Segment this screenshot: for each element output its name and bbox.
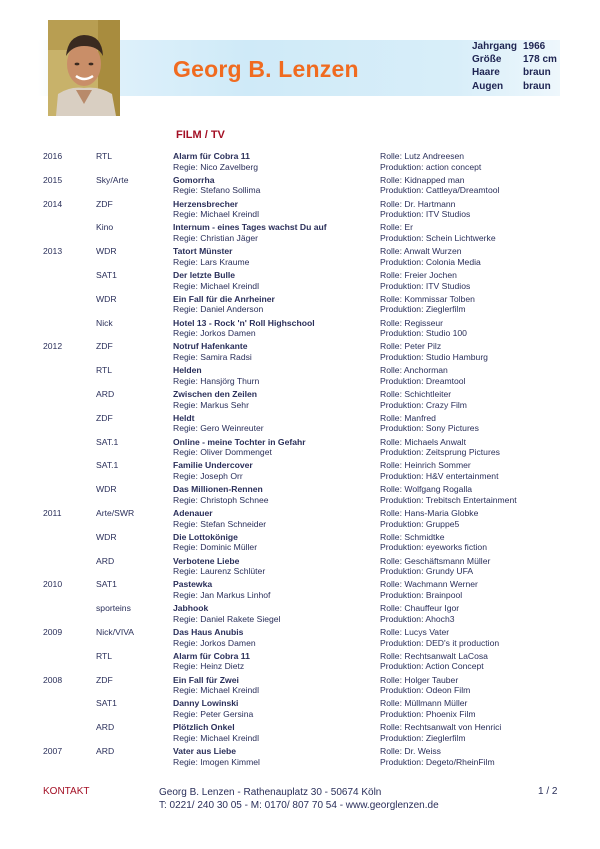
entry-year: 2015: [43, 174, 63, 185]
entry-channel: Kino: [96, 222, 114, 233]
entry-production: Produktion: Action Concept: [380, 661, 484, 672]
entry-director: Regie: Jorkos Damen: [173, 328, 256, 339]
entry-title: Notruf Hafenkante: [173, 341, 248, 352]
fact-row: [472, 66, 557, 79]
entry-role: Rolle: Rechtsanwalt LaCosa: [380, 650, 488, 661]
entry-production: Produktion: Colonia Media: [380, 256, 481, 267]
entry-production: Produktion: Dreamtool: [380, 375, 466, 386]
entry-channel: SAT.1: [96, 436, 119, 447]
entry-year: 2007: [43, 746, 63, 756]
entry-channel: WDR: [96, 531, 117, 542]
entry-production: Produktion: Zieglerfilm: [380, 732, 466, 743]
profile-photo: [48, 20, 120, 116]
entry-year: 2014: [43, 198, 63, 209]
entry-role: Rolle: Hans-Maria Globke: [380, 508, 479, 518]
entry-production: Produktion: ITV Studios: [380, 209, 471, 220]
entry-title: Herzensbrecher: [173, 198, 238, 209]
entry-director: Regie: Samira Radsi: [173, 351, 252, 362]
entry-production: Produktion: Brainpool: [380, 589, 463, 600]
entry-title: Das Millionen-Rennen: [173, 484, 263, 495]
page-number: 1 / 2: [538, 786, 558, 797]
entry-channel: Nick/VIVA: [96, 627, 135, 637]
entry-role: Rolle: Schichtleiter: [380, 389, 452, 399]
entry-title: Plötzlich Onkel: [173, 722, 235, 733]
entry-role: Rolle: Geschäftsmann Müller: [380, 555, 491, 566]
fact-label: Haare: [472, 67, 500, 79]
entry-role: Rolle: Manfred: [380, 412, 436, 423]
entry-channel: SAT1: [96, 698, 117, 709]
entry-production: Produktion: Sony Pictures: [380, 423, 479, 434]
entry-year: 2010: [43, 579, 63, 590]
entry-title: Ein Fall für Zwei: [173, 674, 239, 685]
entry-production: Produktion: Gruppe5: [380, 518, 460, 529]
entry-production: Produktion: Odeon Film: [380, 685, 471, 696]
entry-role: Rolle: Heinrich Sommer: [380, 460, 471, 471]
entry-role: Rolle: Wachmann Werner: [380, 579, 478, 590]
entry-role: Rolle: Freier Jochen: [380, 270, 457, 280]
entry-role: Rolle: Holger Tauber: [380, 674, 459, 685]
entry-title: Zwischen den Zeilen: [173, 389, 258, 399]
entry-title: Das Haus Anubis: [173, 627, 244, 637]
entry-director: Regie: Hansjörg Thurn: [173, 375, 260, 386]
entry-role: Rolle: Müllmann Müller: [380, 698, 468, 709]
fact-label: Größe: [472, 54, 502, 66]
entry-production: Produktion: Zieglerfilm: [380, 304, 466, 315]
entry-director: Regie: Nico Zavelberg: [173, 161, 259, 172]
entry-director: Regie: Heinz Dietz: [173, 661, 245, 672]
entry-channel: ZDF: [96, 198, 113, 209]
entry-production: Produktion: action concept: [380, 161, 482, 172]
fact-row: [472, 40, 557, 53]
entry-title: Verbotene Liebe: [173, 555, 240, 566]
fact-row: [472, 53, 557, 66]
entry-role: Rolle: Chauffeur Igor: [380, 603, 460, 614]
entry-production: Produktion: Phoenix Film: [380, 708, 476, 719]
entry-title: Die Lottokönige: [173, 531, 238, 542]
fact-value: 1966: [523, 41, 546, 52]
fact-row: [472, 80, 557, 93]
entry-role: Rolle: Kommissar Tolben: [380, 293, 475, 304]
entry-role: Rolle: Anwalt Wurzen: [380, 246, 462, 257]
entry-year: 2016: [43, 151, 63, 161]
phone-line: T: 0221/ 240 30 05 - M: 0170/ 807 70 54 - www.georglenzen.de: [159, 800, 439, 811]
entry-role: Rolle: Regisseur: [380, 317, 444, 328]
entry-director: Regie: Jorkos Damen: [173, 637, 256, 648]
entry-role: Rolle: Kidnapped man: [380, 174, 465, 185]
entry-director: Regie: Daniel Rakete Siegel: [173, 613, 281, 624]
entry-director: Regie: Markus Sehr: [173, 399, 249, 410]
entry-role: Rolle: Michaels Anwalt: [380, 436, 466, 447]
entry-director: Regie: Imogen Kimmel: [173, 756, 260, 767]
contact-label: KONTAKT: [43, 786, 90, 797]
entry-role: Rolle: Lucys Vater: [380, 627, 450, 637]
entry-channel: RTL: [96, 151, 113, 161]
entry-production: Produktion: Grundy UFA: [380, 566, 474, 577]
person-name: Georg B. Lenzen: [173, 56, 359, 82]
entry-production: Produktion: eyeworks fiction: [380, 542, 487, 553]
entry-title: Online - meine Tochter in Gefahr: [173, 436, 306, 447]
personal-facts: [472, 40, 557, 93]
entry-title: Danny Lowinski: [173, 698, 239, 709]
entry-channel: ZDF: [96, 412, 113, 423]
entry-role: Rolle: Schmidtke: [380, 531, 445, 542]
entry-title: Internum - eines Tages wachst Du auf: [173, 222, 327, 233]
entry-title: Tatort Münster: [173, 246, 233, 257]
entry-director: Regie: Christoph Schnee: [173, 494, 269, 505]
entry-year: 2012: [43, 341, 63, 352]
entry-channel: RTL: [96, 650, 113, 661]
entry-channel: Nick: [96, 317, 113, 328]
entry-director: Regie: Michael Kreindl: [173, 685, 259, 696]
entry-year: 2011: [43, 508, 62, 518]
entry-title: Ein Fall für die Anrheiner: [173, 293, 275, 304]
entry-role: Rolle: Er: [380, 222, 413, 233]
entry-director: Regie: Dominic Müller: [173, 542, 258, 553]
entry-title: Alarm für Cobra 11: [173, 650, 250, 661]
entry-channel: ARD: [96, 746, 115, 756]
entry-year: 2009: [43, 627, 63, 637]
entry-director: Regie: Michael Kreindl: [173, 732, 259, 743]
fact-label: Jahrgang: [472, 41, 518, 52]
entry-role: Rolle: Lutz Andreesen: [380, 151, 465, 161]
entry-title: Helden: [173, 365, 202, 376]
entry-channel: SAT1: [96, 579, 117, 590]
entry-title: Alarm für Cobra 11: [173, 151, 250, 161]
entry-production: Produktion: Crazy Film: [380, 399, 467, 410]
entry-channel: SAT1: [96, 270, 117, 280]
entry-title: Familie Undercover: [173, 460, 253, 471]
entry-director: Regie: Michael Kreindl: [173, 209, 259, 220]
entry-channel: WDR: [96, 484, 117, 495]
entry-year: 2008: [43, 674, 63, 685]
entry-channel: SAT.1: [96, 460, 119, 471]
section-title: FILM / TV: [176, 129, 225, 141]
entry-production: Produktion: DED's it production: [380, 637, 500, 648]
entry-director: Regie: Lars Kraume: [173, 256, 250, 267]
entry-production: Produktion: Cattleya/Dreamtool: [380, 185, 500, 196]
entry-title: Heldt: [173, 412, 195, 423]
entry-production: Produktion: Zeitsprung Pictures: [380, 447, 500, 458]
entry-production: Produktion: Degeto/RheinFilm: [380, 756, 495, 767]
entry-channel: ARD: [96, 389, 115, 399]
entry-director: Regie: Stefan Schneider: [173, 518, 267, 529]
entry-title: Pastewka: [173, 579, 213, 590]
address-line: Georg B. Lenzen - Rathenauplatz 30 - 50674 Köln: [159, 787, 382, 798]
entry-channel: Arte/SWR: [96, 508, 135, 518]
entry-role: Rolle: Rechtsanwalt von Henrici: [380, 722, 502, 733]
entry-channel: WDR: [96, 246, 117, 257]
entry-channel: Sky/Arte: [96, 174, 129, 185]
entry-title: Gomorrha: [173, 174, 215, 185]
entry-production: Produktion: Studio Hamburg: [380, 351, 488, 362]
entry-director: Regie: Peter Gersina: [173, 708, 254, 719]
entry-role: Rolle: Peter Pilz: [380, 341, 442, 352]
entry-production: Produktion: Trebitsch Entertainment: [380, 494, 517, 505]
entry-production: Produktion: ITV Studios: [380, 280, 471, 291]
fact-value: 178 cm: [523, 54, 557, 66]
fact-value: braun: [523, 80, 551, 92]
entry-production: Produktion: Schein Lichtwerke: [380, 232, 496, 243]
entry-director: Regie: Jan Markus Linhof: [173, 589, 271, 600]
entry-role: Rolle: Dr. Weiss: [380, 746, 441, 756]
entry-director: Regie: Oliver Dommenget: [173, 447, 272, 458]
entry-channel: ZDF: [96, 341, 113, 352]
fact-label: Augen: [472, 80, 504, 92]
entry-channel: WDR: [96, 293, 117, 304]
entry-role: Rolle: Anchorman: [380, 365, 448, 376]
entry-director: Regie: Daniel Anderson: [173, 304, 264, 315]
entry-title: Vater aus Liebe: [173, 746, 237, 756]
entry-channel: ARD: [96, 722, 115, 733]
entry-production: Produktion: H&V entertainment: [380, 470, 499, 481]
entry-director: Regie: Laurenz Schlüter: [173, 566, 266, 577]
entry-director: Regie: Michael Kreindl: [173, 280, 259, 291]
entry-title: Der letzte Bulle: [173, 270, 236, 280]
entry-director: Regie: Gero Weinreuter: [173, 423, 264, 434]
entry-production: Produktion: Studio 100: [380, 328, 467, 339]
entry-channel: ARD: [96, 555, 115, 566]
entry-title: Jabhook: [173, 603, 209, 614]
fact-value: braun: [523, 67, 551, 79]
entry-role: Rolle: Wolfgang Rogalla: [380, 484, 473, 495]
entry-director: Regie: Joseph Orr: [173, 470, 243, 481]
entry-channel: sporteins: [96, 603, 131, 614]
entry-channel: RTL: [96, 365, 113, 376]
entry-year: 2013: [43, 246, 63, 257]
entry-director: Regie: Stefano Sollima: [173, 185, 261, 196]
portrait-image: [48, 20, 120, 116]
entry-title: Adenauer: [173, 508, 213, 518]
entry-title: Hotel 13 - Rock 'n' Roll Highschool: [173, 317, 315, 328]
contact-details: [159, 786, 439, 812]
entry-role: Rolle: Dr. Hartmann: [380, 198, 456, 209]
entry-director: Regie: Christian Jäger: [173, 232, 259, 243]
entry-production: Produktion: Ahoch3: [380, 613, 455, 624]
entry-channel: ZDF: [96, 674, 113, 685]
